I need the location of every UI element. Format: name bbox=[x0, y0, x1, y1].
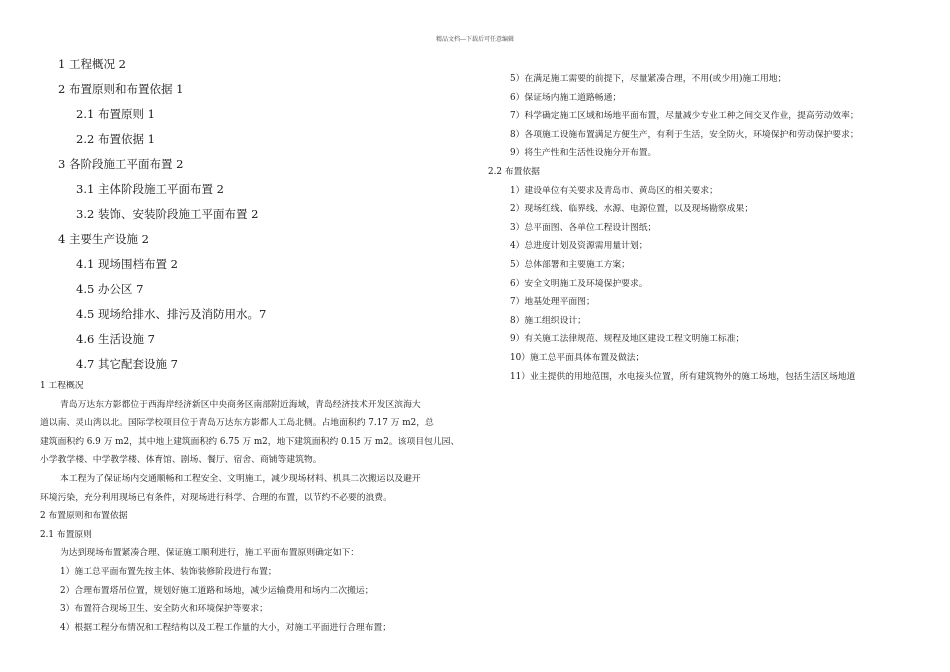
paragraph-line: 6）安全文明施工及环境保护要求。 bbox=[510, 278, 648, 289]
toc-entry[interactable]: 2 布置原则和布置依据 1 bbox=[58, 82, 184, 96]
left-body-text bbox=[40, 377, 460, 637]
toc-entry[interactable]: 4.1 现场围档布置 2 bbox=[76, 257, 178, 271]
paragraph-line: 2）合理布置塔吊位置，规划好施工道路和场地，减少运输费用和场内二次搬运； bbox=[60, 585, 374, 596]
toc-entry[interactable]: 4.5 现场给排水、排污及消防用水。7 bbox=[76, 307, 267, 321]
left-column bbox=[40, 52, 460, 637]
paragraph-line: 5）在满足施工需要的前提下，尽量紧凑合理，不用(或少用)施工用地； bbox=[510, 74, 787, 84]
paragraph-line: 8）施工组织设计； bbox=[510, 315, 586, 326]
paragraph-line: 9）有关施工法律规范、规程及地区建设工程文明施工标准； bbox=[510, 334, 745, 345]
toc-entry[interactable]: 2.2 布置依据 1 bbox=[76, 132, 155, 146]
section-heading-or-line: 1 工程概况 bbox=[40, 381, 84, 391]
toc-entry[interactable]: 4.6 生活设施 7 bbox=[76, 332, 155, 346]
paragraph-line: 8）各项施工设施布置满足方便生产，有利于生活，安全防火，环境保护和劳动保护要求； bbox=[510, 129, 859, 140]
right-body-text bbox=[488, 70, 918, 386]
toc-entry[interactable]: 4.7 其它配套设施 7 bbox=[76, 357, 178, 371]
section-heading-or-line: 建筑面积约 6.9 万 m2，其中地上建筑面积约 6.75 万 m2，地下建筑面积约 0.15 万 m2。该项目包儿园、 bbox=[40, 436, 460, 447]
section-heading-or-line: 2 布置原则和布置依据 bbox=[40, 511, 128, 522]
paragraph-line: 2）现场红线、临界线、水源、电源位置，以及现场勘察成果； bbox=[510, 204, 754, 215]
paragraph-line: 青岛万达东方影都位于西海岸经济新区中央商务区南部附近海域，青岛经济技术开发区滨海大 bbox=[60, 399, 421, 410]
paragraph-line: 1）建设单位有关要求及青岛市、黄岛区的相关要求； bbox=[510, 185, 718, 196]
paragraph-line: 4）总进度计划及资源需用量计划； bbox=[510, 241, 648, 252]
table-of-contents bbox=[40, 52, 460, 377]
paragraph-line: 5）总体部署和主要施工方案； bbox=[510, 259, 630, 270]
paragraph-line: 7）科学确定施工区域和场地平面布置，尽量减少专业工种之间交叉作业，提高劳动效率； bbox=[510, 111, 859, 122]
section-heading-or-line: 2.2 布置依据 bbox=[488, 166, 540, 177]
paragraph-line: 3）布置符合现场卫生、安全防火和环境保护等要求； bbox=[60, 604, 268, 615]
toc-entry[interactable]: 3.1 主体阶段施工平面布置 2 bbox=[76, 182, 224, 196]
toc-entry[interactable]: 3 各阶段施工平面布置 2 bbox=[58, 157, 184, 171]
page-header: 精品文档---下载后可任意编辑 bbox=[435, 36, 515, 43]
toc-entry[interactable]: 2.1 布置原则 1 bbox=[76, 107, 155, 121]
toc-entry[interactable]: 1 工程概况 2 bbox=[58, 57, 126, 71]
toc-entry[interactable]: 4 主要生产设施 2 bbox=[58, 232, 149, 246]
section-heading-or-line: 道以南、灵山湾以北。国际学校项目位于青岛万达东方影都人工岛北侧。占地面积约 7.17 万 m2，总 bbox=[40, 418, 434, 429]
toc-entry[interactable]: 4.5 办公区 7 bbox=[76, 282, 144, 296]
paragraph-line: 10）施工总平面具体布置及做法； bbox=[510, 352, 645, 363]
paragraph-line: 4）根据工程分布情况和工程结构以及工程工作量的大小，对施工平面进行合理布置； bbox=[60, 622, 392, 633]
paragraph-line: 7）地基处理平面图； bbox=[510, 297, 595, 308]
paragraph-line: 11）业主提供的用地范围，水电接头位置，所有建筑物外的施工场地，包括生活区场地道 bbox=[510, 371, 856, 382]
section-heading-or-line: 2.1 布置原则 bbox=[40, 529, 92, 540]
paragraph-line: 3）总平面图、各单位工程设计图纸； bbox=[510, 222, 657, 233]
paragraph-line: 1）施工总平面布置先按主体、装饰装修阶段进行布置； bbox=[60, 566, 277, 577]
paragraph-line: 本工程为了保证场内交通顺畅和工程安全、文明施工，减少现场材料、机具二次搬运以及避开 bbox=[60, 473, 421, 484]
right-column bbox=[488, 70, 918, 386]
paragraph-line: 为达到现场布置紧凑合理、保证施工顺利进行，施工平面布置原则确定如下： bbox=[60, 548, 360, 559]
paragraph-line: 9）将生产性和生活性设施分开布置。 bbox=[510, 148, 657, 159]
section-heading-or-line: 小学教学楼、中学教学楼、体育馆、剧场、餐厅、宿舍、商铺等建筑物。 bbox=[40, 455, 322, 466]
toc-entry[interactable]: 3.2 装饰、安装阶段施工平面布置 2 bbox=[76, 207, 259, 221]
section-heading-or-line: 环境污染，充分利用现场已有条件，对现场进行科学、合理的布置，以节约不必要的浪费。 bbox=[40, 492, 392, 503]
paragraph-line: 6）保证场内施工道路畅通； bbox=[510, 92, 622, 103]
